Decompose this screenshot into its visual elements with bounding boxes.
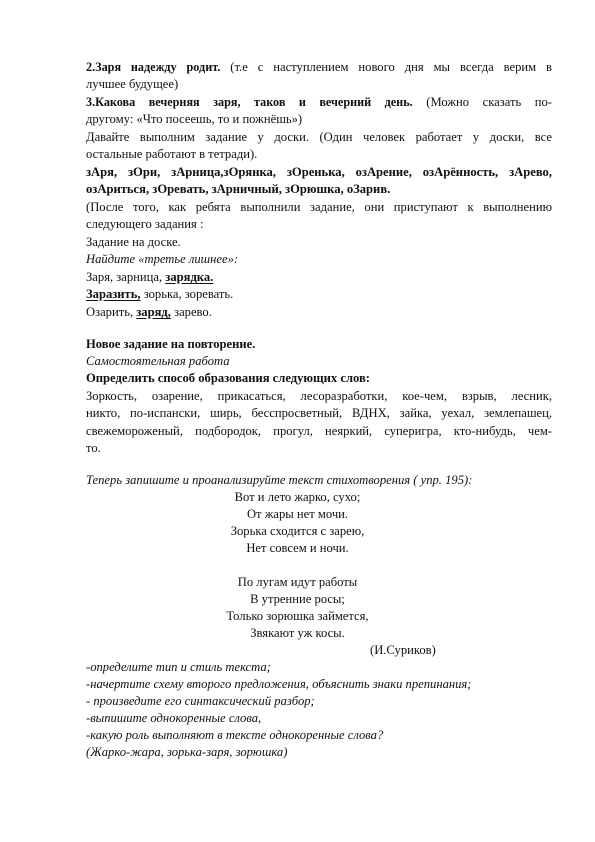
row-2-words: зорька, зоревать. [143, 287, 234, 301]
row-3-word-b: зарево. [174, 305, 212, 319]
note-line: (После того, как ребята выполнили задание, они приступают к выполнению [86, 200, 552, 214]
proverb-3-line [86, 94, 552, 110]
row-2-odd-word: Заразить, [86, 287, 141, 301]
analysis-task: -какую роль выполняют в тексте однокоренные слова? [86, 728, 384, 742]
row-1-odd-word: зарядка. [165, 270, 214, 284]
odd-one-out-row-2 [86, 286, 552, 302]
poem-line: Зорька сходится с зарею, [230, 524, 365, 538]
analysis-task: -выпишите однокоренные слова, [86, 711, 262, 725]
proverb-2-explanation: (т.е с наступлением нового дня мы всегда верим в [230, 60, 552, 74]
analysis-task: - произведите его синтаксический разбор; [86, 694, 315, 708]
analysis-answer: (Жарко-жара, зорька-заря, зорюшка) [86, 745, 288, 759]
odd-one-out-row-1 [86, 269, 552, 285]
proverb-2-continuation: лучшее будущее) [86, 77, 179, 91]
proverb-3-title: 3.Какова вечерняя заря, таков и вечерний день. [86, 95, 413, 109]
board-task-label: Задание на доске. [86, 235, 181, 249]
analysis-task: -начертите схему второго предложения, объяснить знаки препинания; [86, 677, 472, 691]
repetition-title: Новое задание на повторение. [86, 337, 256, 351]
odd-one-out-heading: Найдите «третье лишнее»: [86, 252, 239, 266]
instruction-continuation: остальные работают в тетради). [86, 147, 258, 161]
poem-line: Звякают уж косы. [250, 626, 345, 640]
row-1-words: Заря, зарница, [86, 270, 163, 284]
word-formation-task: Определить способ образования следующих слов: [86, 371, 371, 385]
note-continuation: следующего задания : [86, 217, 204, 231]
poem-line: От жары нет мочи. [246, 507, 349, 521]
word-list-line-2: озАриться, зОревать, зАрничный, зОрюшка, оЗарив. [86, 182, 391, 196]
poem-author: (И.Суриков) [370, 643, 436, 657]
poem-line: Вот и лето жарко, сухо; [234, 490, 361, 504]
word-formation-list-2: никто, по-испански, ширь, бесспросветный, ВДНХ, зайка, уехал, землепашец, [86, 406, 552, 420]
independent-work-subtitle: Самостоятельная работа [86, 354, 230, 368]
word-formation-list-4: то. [86, 441, 101, 455]
poem-line: В утренние росы; [250, 592, 345, 606]
poem-line: По лугам идут работы [237, 575, 358, 589]
row-3-odd-word: заряд, [136, 305, 171, 319]
poem-line: Только зорюшка займется, [226, 609, 369, 623]
analysis-task: -определите тип и стиль текста; [86, 660, 271, 674]
proverb-3-explanation: (Можно сказать по- [426, 95, 552, 109]
word-formation-list-3: свежемороженый, подбородок, прогул, неяркий, суперигра, кто-нибудь, чем- [86, 424, 552, 438]
word-list-line-1: зАря, зОри, зАрница,зОрянка, зОренька, озАрение, озАрённость, зАрево, [86, 165, 552, 179]
odd-one-out-row-3 [86, 304, 552, 320]
instruction-line: Давайте выполним задание у доски. (Один человек работает у доски, все [86, 130, 552, 144]
proverb-2-line [86, 59, 552, 75]
word-formation-list-1: Зоркость, озарение, прикасаться, лесоразработки, кое-чем, взрыв, лесник, [86, 389, 552, 403]
proverb-3-continuation: другому: «Что посеешь, то и пожнёшь») [86, 112, 303, 126]
row-3-word-a: Озарить, [86, 305, 134, 319]
poem-line: Нет совсем и ночи. [246, 541, 349, 555]
poem-intro: Теперь запишите и проанализируйте текст стихотворения ( упр. 195): [86, 473, 473, 487]
proverb-2-title: 2.Заря надежду родит. [86, 60, 221, 74]
